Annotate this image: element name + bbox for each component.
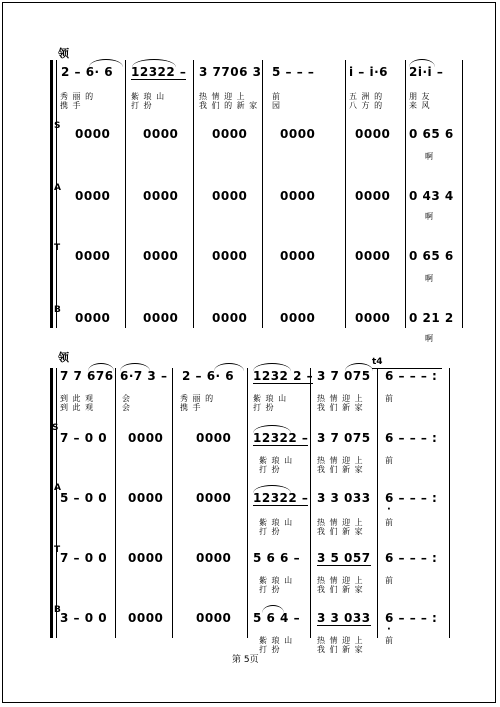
measure-notes: 3 7 075 xyxy=(317,369,371,383)
lyric: 啊 xyxy=(425,212,434,221)
rest-measure: 0000 xyxy=(75,249,111,263)
measure-notes: 5 6 4 – xyxy=(253,611,301,625)
slur xyxy=(253,363,291,371)
barline xyxy=(310,368,311,638)
lyric: 园 xyxy=(272,101,281,110)
lyric: 秀 丽 的 xyxy=(60,92,95,101)
rest-measure: 0000 xyxy=(196,611,232,625)
rest-measure: 0000 xyxy=(75,189,111,203)
slur xyxy=(262,605,284,613)
measure-notes: 2i·i – xyxy=(409,65,444,79)
lyric: 八 方 的 xyxy=(349,101,384,110)
measure-notes: 6·7 3 – xyxy=(120,369,168,383)
rest-measure: 0000 xyxy=(143,189,179,203)
measure-notes: 5 – 0 0 xyxy=(60,491,108,505)
lyric: 热 情 迎 上 xyxy=(199,92,246,101)
measure-notes: 1232 2 – xyxy=(253,369,314,383)
lyric: 五 洲 的 xyxy=(349,92,384,101)
rest-measure: 0000 xyxy=(196,431,232,445)
rest-measure: 0000 xyxy=(280,311,316,325)
lyric: 打 扮 xyxy=(131,101,153,110)
lyric: 热 情 迎 上 xyxy=(317,576,364,585)
rest-measure: 0000 xyxy=(280,189,316,203)
octave-dot: · xyxy=(387,624,391,635)
lyric: 打 扮 xyxy=(259,465,281,474)
voice-label-t: T xyxy=(54,243,61,253)
lyric: 我 们 新 家 xyxy=(317,645,364,654)
measure-notes: 12322 – xyxy=(253,491,309,505)
lead-label: 领 xyxy=(58,351,69,364)
lyric: 到 此 观 xyxy=(60,394,95,403)
measure-notes: 5 – – – xyxy=(272,65,315,79)
barline xyxy=(247,368,248,638)
rest-measure: 0000 xyxy=(196,551,232,565)
rest-measure: 0000 xyxy=(75,311,111,325)
rest-measure: 0000 xyxy=(143,311,179,325)
lyric: 前 xyxy=(385,456,394,465)
lyric: 我 们 新 家 xyxy=(317,403,364,412)
measure-notes: 3 7706 3 xyxy=(199,65,262,79)
measure-notes: 12322 – xyxy=(131,65,187,79)
rest-measure: 0000 xyxy=(280,127,316,141)
voice-label-t: T xyxy=(54,545,61,555)
barline xyxy=(377,368,378,638)
lyric: 啊 xyxy=(425,152,434,161)
lyric: 我 们 新 家 xyxy=(317,585,364,594)
lyric: 紫 琅 山 xyxy=(131,92,166,101)
slur xyxy=(88,363,114,371)
measure-notes: 6 – – – : xyxy=(385,491,438,505)
lyric: 前 xyxy=(385,518,394,527)
measure-notes: 7 7 676 xyxy=(60,369,114,383)
lyric: 我 们 新 家 xyxy=(317,465,364,474)
lyric: 紫 琅 山 xyxy=(253,394,288,403)
lead-label: 领 xyxy=(58,47,69,60)
measure-notes: 3 – 0 0 xyxy=(60,611,108,625)
rest-measure: 0000 xyxy=(128,551,164,565)
lyric: 到 此 观 xyxy=(60,403,95,412)
measure-notes: 2 – 6· 6 xyxy=(61,65,114,79)
rest-measure: 0000 xyxy=(196,491,232,505)
lyric: 紫 琅 山 xyxy=(259,636,294,645)
rest-measure: 0000 xyxy=(355,127,391,141)
lyric: 紫 琅 山 xyxy=(259,518,294,527)
lyric: 热 情 迎 上 xyxy=(317,394,364,403)
lyric: 秀 丽 的 xyxy=(180,394,215,403)
lyric: 我 们 新 家 xyxy=(317,527,364,536)
lyric: 前 xyxy=(385,636,394,645)
lyric: 打 扮 xyxy=(259,585,281,594)
measure-notes: 0 65 6 xyxy=(409,127,454,141)
voice-label-a: A xyxy=(54,183,61,193)
rest-measure: 0000 xyxy=(128,431,164,445)
rest-measure: 0000 xyxy=(355,249,391,263)
barline xyxy=(172,368,173,638)
octave-dot: · xyxy=(387,504,391,515)
slur xyxy=(253,425,291,433)
lyric: 前 xyxy=(385,576,394,585)
voice-label-s: S xyxy=(54,121,61,131)
measure-notes: 6 – – – : xyxy=(385,369,438,383)
rest-measure: 0000 xyxy=(212,127,248,141)
lyric: 啊 xyxy=(425,274,434,283)
rehearsal-mark: t4 xyxy=(372,357,383,367)
rest-measure: 0000 xyxy=(128,611,164,625)
barline xyxy=(449,368,450,638)
measure-notes: 6 – – – : xyxy=(385,431,438,445)
lyric: 打 扮 xyxy=(259,527,281,536)
lyric: 热 情 迎 上 xyxy=(317,636,364,645)
lyric: 携 手 xyxy=(60,101,82,110)
slur xyxy=(214,363,244,371)
lyric: 热 情 迎 上 xyxy=(317,518,364,527)
lyric: 打 扮 xyxy=(259,645,281,654)
lyric: 打 扮 xyxy=(253,403,275,412)
lyric: 前 xyxy=(385,394,394,403)
lyric: 携 手 xyxy=(180,403,202,412)
slur xyxy=(345,363,373,371)
slur xyxy=(253,485,291,493)
lyric: 会 xyxy=(122,403,131,412)
rest-measure: 0000 xyxy=(355,311,391,325)
voice-label-b: B xyxy=(54,305,61,315)
measure-notes: 0 65 6 xyxy=(409,249,454,263)
rest-measure: 0000 xyxy=(75,127,111,141)
voice-label-b: B xyxy=(54,605,61,615)
lyric: 我 们 的 新 家 xyxy=(199,101,259,110)
measure-notes: 12322 – xyxy=(253,431,309,445)
measure-notes: i – i·6 xyxy=(349,65,388,79)
lyric: 热 情 迎 上 xyxy=(317,456,364,465)
measure-notes: 7 – 0 0 xyxy=(60,431,108,445)
measure-notes: 0 43 4 xyxy=(409,189,454,203)
measure-notes: 3 3 033 xyxy=(317,611,371,625)
lyric: 前 xyxy=(272,92,281,101)
rest-measure: 0000 xyxy=(143,127,179,141)
rest-measure: 0000 xyxy=(212,189,248,203)
lyric: 来 风 xyxy=(409,101,431,110)
barline xyxy=(56,368,57,638)
measure-notes: 3 5 057 xyxy=(317,551,371,565)
measure-notes: 6 – – – : xyxy=(385,551,438,565)
rest-measure: 0000 xyxy=(212,311,248,325)
voice-label-a: A xyxy=(54,483,61,493)
rest-measure: 0000 xyxy=(128,491,164,505)
measure-notes: 2 – 6· 6 xyxy=(182,369,235,383)
measure-notes: 6 – – – : xyxy=(385,611,438,625)
lyric: 紫 琅 山 xyxy=(259,456,294,465)
rest-measure: 0000 xyxy=(212,249,248,263)
lyric: 紫 琅 山 xyxy=(259,576,294,585)
measure-notes: 7 – 0 0 xyxy=(60,551,108,565)
rest-measure: 0000 xyxy=(143,249,179,263)
measure-notes: 0 21 2 xyxy=(409,311,454,325)
measure-notes: 3 7 075 xyxy=(317,431,371,445)
slur xyxy=(120,363,150,371)
rest-measure: 0000 xyxy=(280,249,316,263)
voice-label-s: S xyxy=(52,423,59,433)
lyric: 会 xyxy=(122,394,131,403)
lyric: 朋 友 xyxy=(409,92,431,101)
lyric: 啊 xyxy=(425,334,434,343)
measure-notes: 5 6 6 – xyxy=(253,551,301,565)
measure-notes: 3 3 033 xyxy=(317,491,371,505)
page-number: 第 5页 xyxy=(232,655,259,665)
barline xyxy=(115,368,116,638)
rest-measure: 0000 xyxy=(355,189,391,203)
